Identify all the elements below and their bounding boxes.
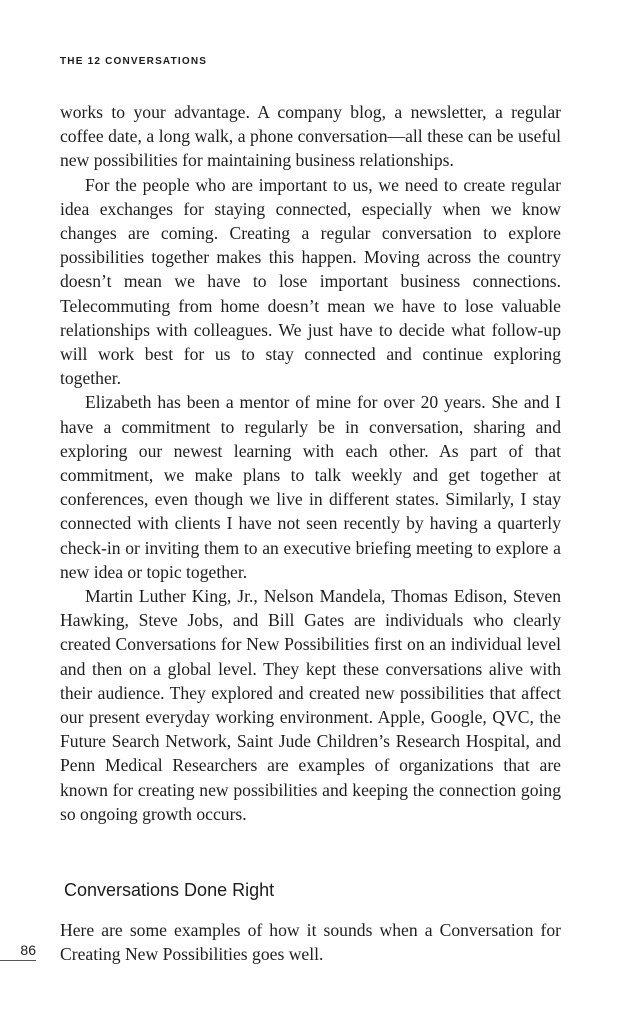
paragraph: Here are some examples of how it sounds when a Conversation for Creating New Possibilities goes well. [60, 920, 561, 965]
page-number: 86 [20, 942, 36, 958]
section-intro [60, 918, 561, 966]
section-heading: Conversations Done Right [64, 880, 275, 900]
running-head: THE 12 CONVERSATIONS [60, 56, 208, 67]
paragraph: For the people who are important to us, we need to create regular idea exchanges for staying connected, especially when we know changes are coming. Creating a regular conversation to explore possibilities together makes this happen. Moving across the country doesn’t mean we have to lose important business connections. Telecommuting from home doesn’t mean we have to lose valuable relationships with colleagues. We just have to decide what follow-up will work best for us to stay connected and continue exploring together. [60, 174, 561, 389]
paragraph: Martin Luther King, Jr., Nelson Mandela, Thomas Edison, Steven Hawking, Steve Jobs, and Bill Gates are individuals who clearly created Conversations for New Possibilities first on an individual level and then on a global level. They kept these conversations alive with their audience. They explored and created new possibilities that affect our present everyday working environment. Apple, Google, QVC, the Future Search Network, Saint Jude Children’s Research Hospital, and Penn Medical Researchers are examples of organizations that are known for creating new possibilities and keeping the connection going so ongoing growth occurs. [60, 586, 561, 824]
page-number-rule [0, 960, 36, 961]
paragraph: Elizabeth has been a mentor of mine for over 20 years. She and I have a commitment to regularly be in conversation, sharing and exploring our newest learning with each other. As part of that commitment, we make plans to talk weekly and get together at conferences, even though we live in different states. Similarly, I stay connected with clients I have not seen recently by having a quarterly check-in or inviting them to an executive briefing meeting to explore a new idea or topic together. [60, 392, 561, 582]
paragraph: works to your advantage. A company blog, a newsletter, a regular coffee date, a long walk, a phone conversation—all these can be useful new possibilities for maintaining business relationships. [60, 102, 561, 171]
body-text [60, 100, 561, 826]
